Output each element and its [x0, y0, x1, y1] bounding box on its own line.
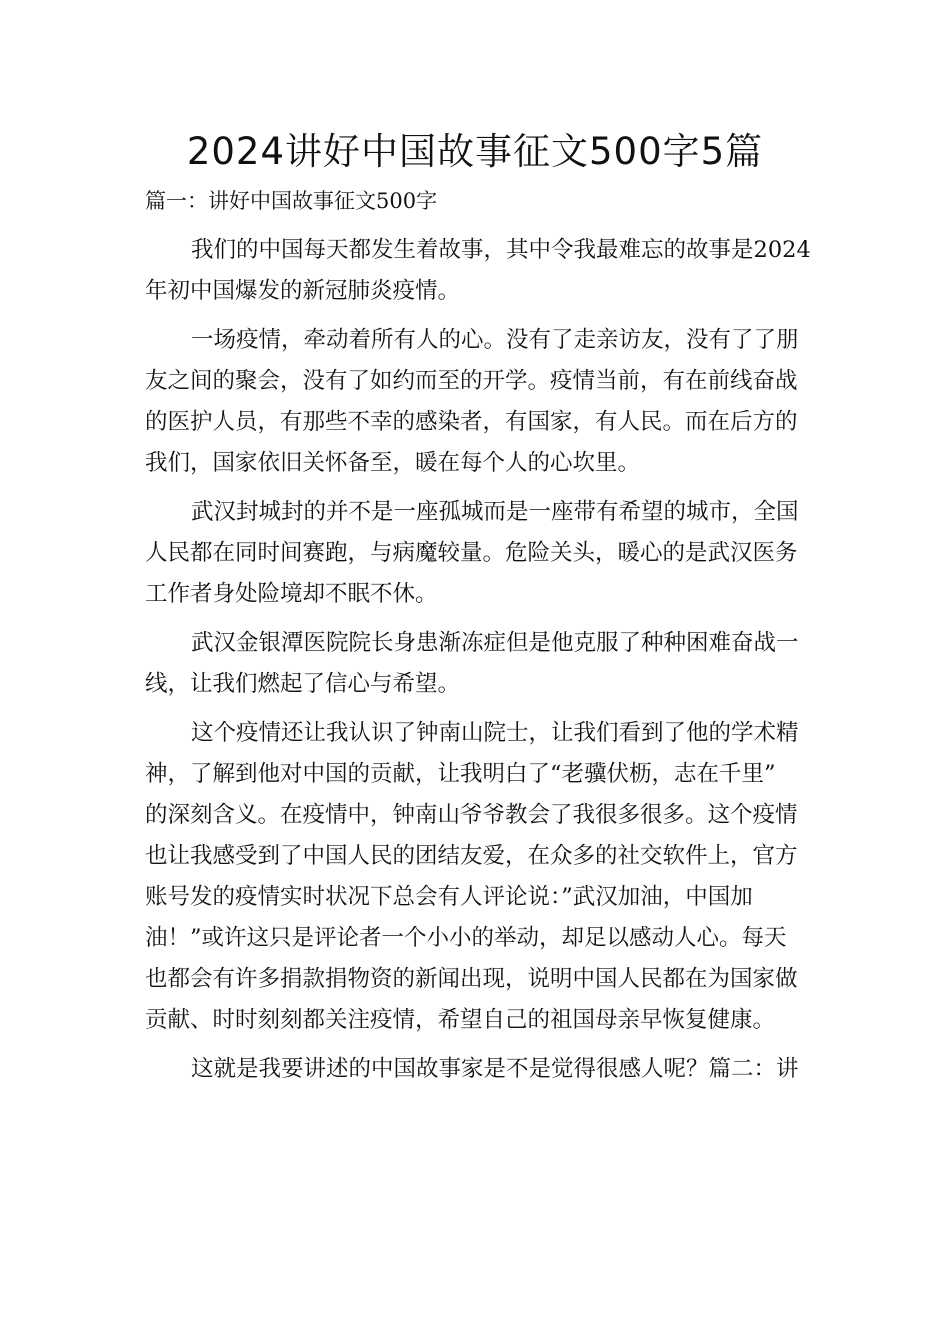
paragraph-line: 线，让我们燃起了信心与希望。 [145, 671, 461, 697]
paragraph-line: 这就是我要讲述的中国故事家是不是觉得很感人呢？篇二：讲 [191, 1056, 799, 1082]
paragraph-line: 的医护人员，有那些不幸的感染者，有国家，有人民。而在后方的 [145, 409, 798, 435]
paragraph-line: 这个疫情还让我认识了钟南山院士，让我们看到了他的学术精 [191, 720, 799, 746]
paragraph-line: 我们，国家依旧关怀备至，暖在每个人的心坎里。 [145, 450, 641, 476]
paragraph-line: 人民都在同时间赛跑，与病魔较量。危险关头，暖心的是武汉医务 [145, 540, 798, 566]
paragraph-line: 年初中国爆发的新冠肺炎疫情。 [145, 278, 461, 304]
document-title: 2024讲好中国故事征文500字5篇 [186, 130, 764, 173]
paragraph-line: 贡献、时时刻刻都关注疫情，希望自己的祖国母亲早恢复健康。 [145, 1007, 776, 1033]
paragraph-line: 武汉封城封的并不是一座孤城而是一座带有希望的城市，全国 [191, 499, 799, 525]
paragraph-line: 工作者身处险境却不眠不休。 [145, 581, 438, 607]
paragraph-line: 的深刻含义。在疫情中，钟南山爷爷教会了我很多很多。这个疫情 [145, 802, 798, 828]
paragraph-line: 武汉金银潭医院院长身患渐冻症但是他克服了种种困难奋战一 [191, 630, 799, 656]
document-body [145, 230, 811, 1090]
paragraph-line: 一场疫情，牵动着所有人的心。没有了走亲访友，没有了了朋 [191, 327, 799, 353]
paragraph-line: 友之间的聚会，没有了如约而至的开学。疫情当前，有在前线奋战 [145, 368, 798, 394]
paragraph-line: 账号发的疫情实时状况下总会有人评论说：”武汉加油，中国加 [145, 884, 753, 910]
paragraph-line: 神，了解到他对中国的贡献，让我明白了“老骥伏枥，志在千里” [145, 761, 776, 787]
paragraph-line: 我们的中国每天都发生着故事，其中令我最难忘的故事是2024 [191, 237, 811, 263]
section-heading: 篇一：讲好中国故事征文500字 [145, 189, 438, 213]
paragraph-line: 也让我感受到了中国人民的团结友爱，在众多的社交软件上，官方 [145, 843, 798, 869]
paragraph-line: 油！”或许这只是评论者一个小小的举动，却足以感动人心。每天 [145, 925, 787, 951]
paragraph-line: 也都会有许多捐款捐物资的新闻出现，说明中国人民都在为国家做 [145, 966, 798, 992]
